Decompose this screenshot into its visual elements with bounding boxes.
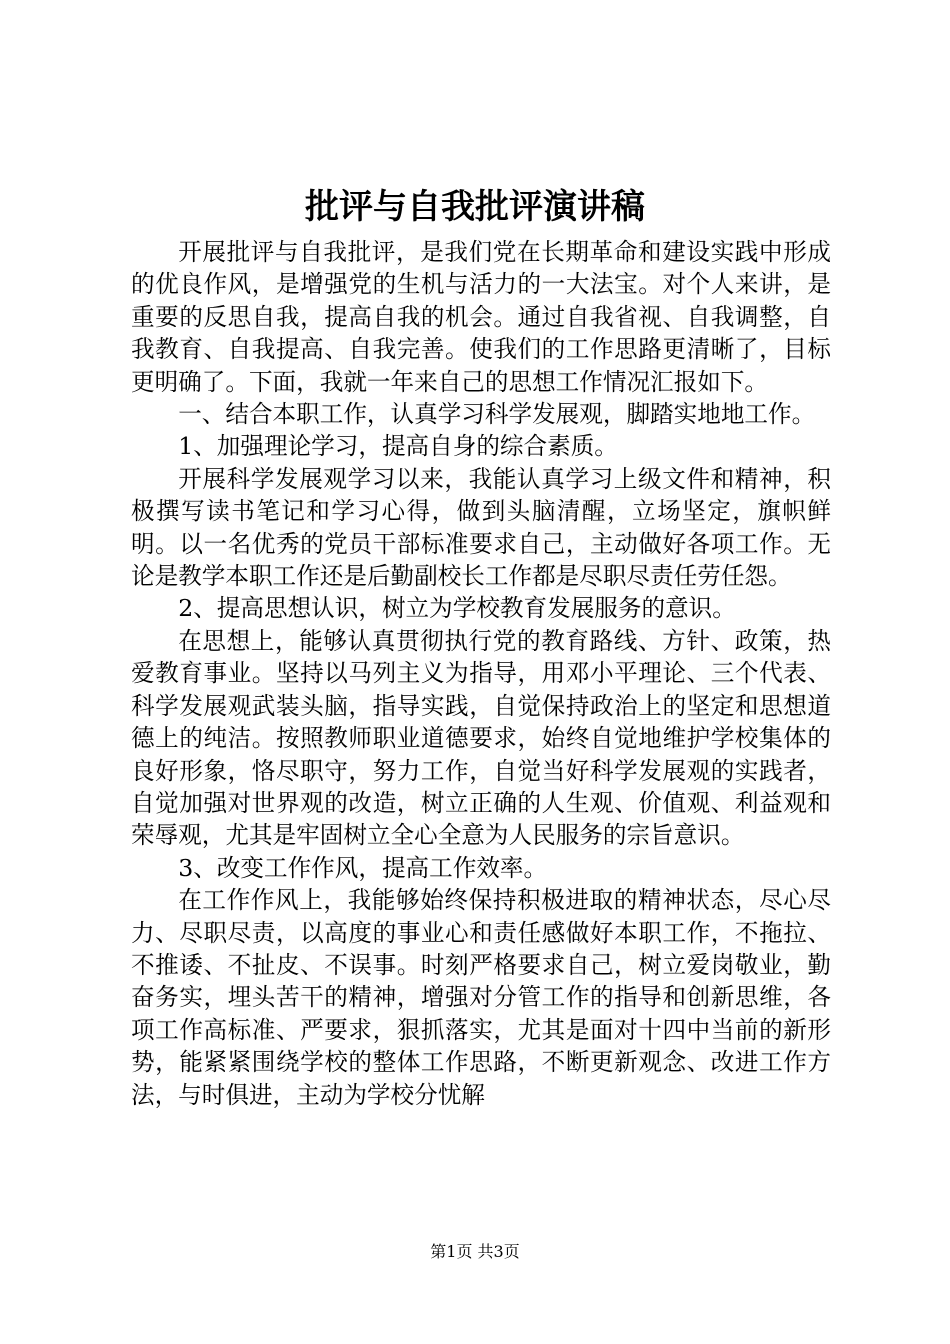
paragraph-thinking: 在思想上，能够认真贯彻执行党的教育路线、方针、政策，热爱教育事业。坚持以马列主义为指导，用邓小平理论、三个代表、科学发展观武装头脑，指导实践，自觉保持政治上的坚定和思想道德上的纯洁。按照教师职业道德要求，始终自觉地维护学校集体的良好形象，恪尽职守，努力工作，自觉当好科学发展观的实践者，自觉加强对世界观的改造，树立正确的人生观、价值观、利益观和荣辱观，尤其是牢固树立全心全意为人民服务的宗旨意识。 [131, 626, 831, 850]
section-heading-1: 一、结合本职工作，认真学习科学发展观，脚踏实地地工作。 [178, 400, 816, 429]
document-title: 批评与自我批评演讲稿 [305, 187, 645, 227]
paragraph-work-style: 在工作作风上，我能够始终保持积极进取的精神状态，尽心尽力、尽职尽责，以高度的事业心和责任感做好本职工作，不拖拉、不推诿、不扯皮、不误事。时刻严格要求自己，树立爱岗敬业，勤奋务实，埋头苦干的精神，增强对分管工作的指导和创新思维，各项工作高标准、严要求，狠抓落实，尤其是面对十四中当前的新形势，能紧紧围绕学校的整体工作思路，不断更新观念、改进工作方法，与时俱进，主动为学校分忧解 [131, 886, 831, 1109]
paragraph-theory-study: 开展科学发展观学习以来，我能认真学习上级文件和精神，积极撰写读书笔记和学习心得，做到头脑清醒，立场坚定，旗帜鲜明。以一名优秀的党员干部标准要求自己，主动做好各项工作。无论是教学本职工作还是后勤副校长工作都是尽职尽责任劳任怨。 [131, 464, 831, 591]
page-footer: 第1页 共3页 [430, 1242, 520, 1261]
paragraph-intro: 开展批评与自我批评，是我们党在长期革命和建设实践中形成的优良作风，是增强党的生机与活力的一大法宝。对个人来讲，是重要的反思自我，提高自我的机会。通过自我省视、自我调整，自我教育、自我提高、自我完善。使我们的工作思路更清晰了，目标更明确了。下面，我就一年来自己的思想工作情况汇报如下。 [131, 238, 831, 396]
subsection-heading-2: 2、提高思想认识，树立为学校教育发展服务的意识。 [178, 594, 736, 623]
subsection-heading-1: 1、加强理论学习，提高自身的综合素质。 [178, 432, 618, 461]
document-body [131, 236, 831, 1111]
subsection-heading-3: 3、改变工作作风，提高工作效率。 [178, 853, 548, 882]
